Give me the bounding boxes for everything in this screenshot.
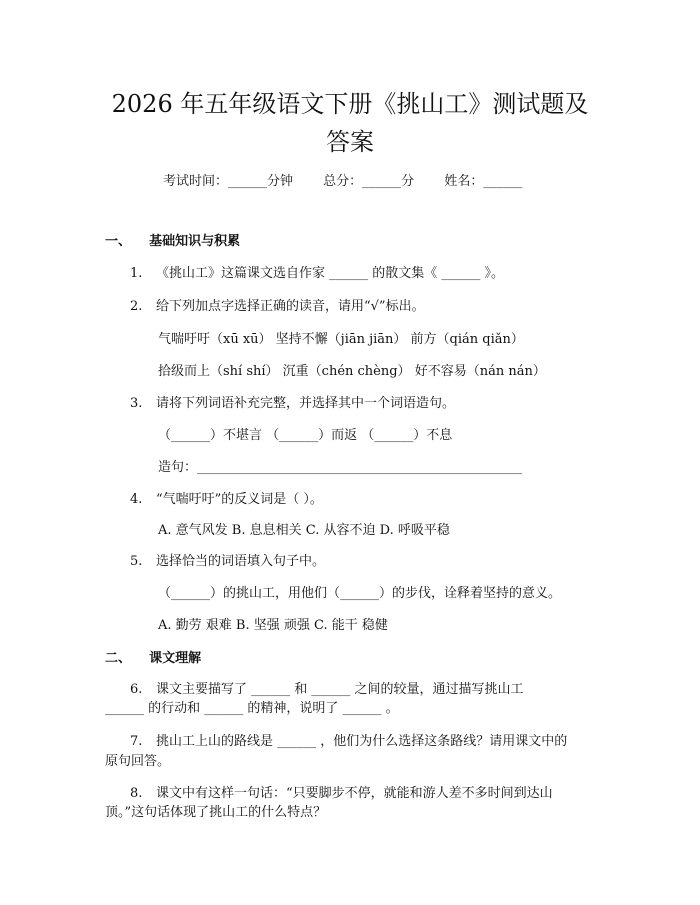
question-8-continued: 顶。”这句话体现了挑山工的什么特点？ — [105, 805, 327, 820]
fill-blank-row: （______）不堪言 （______）而返 （______）不息 — [158, 428, 453, 443]
question-1 — [130, 262, 504, 281]
pinyin-row-1: 气喘吁吁（xū xū） 坚持不懈（jiān jiān） 前方（qián qiǎn） — [158, 332, 524, 347]
section-number: 二、 — [105, 651, 132, 666]
section-heading — [105, 647, 201, 666]
section-title: 课文理解 — [149, 651, 202, 666]
fill-blank-sentence: （______）的挑山工，用他们（______）的步伐，诠释着坚持的意义。 — [158, 586, 562, 601]
question-number: 8. — [130, 786, 143, 801]
question-2 — [130, 295, 425, 314]
page-title-continued: 答案 — [326, 128, 374, 156]
sentence-line: 造句：__________________________________________________ — [158, 460, 523, 475]
question-4 — [130, 488, 323, 507]
question-number: 7. — [130, 734, 143, 749]
question-text: 给下列加点字选择正确的读音，请用“√”标出。 — [156, 299, 425, 314]
question-text: 挑山工上山的路线是 ______ ，他们为什么选择这条路线？请用课文中的 — [156, 734, 568, 749]
question-text: 《挑山工》这篇课文选自作家 ______ 的散文集《 ______ 》。 — [156, 266, 505, 281]
exam-score: 总分：______分 — [323, 174, 415, 189]
question-number: 3. — [130, 396, 143, 411]
question-number: 2. — [130, 299, 143, 314]
question-text: 选择恰当的词语填入句子中。 — [156, 554, 326, 569]
exam-meta — [163, 170, 548, 189]
question-number: 6. — [130, 682, 143, 697]
question-number: 1. — [130, 266, 143, 281]
section-number: 一、 — [105, 234, 132, 249]
question-text: 课文中有这样一句话：“只要脚步不停，就能和游人差不多时间到达山 — [156, 786, 553, 801]
question-7-continued: 原句回答。 — [105, 754, 171, 769]
question-number: 5. — [130, 554, 143, 569]
exam-time: 考试时间：______分钟 — [163, 174, 294, 189]
section-title: 基础知识与积累 — [149, 234, 241, 249]
answer-options: A. 勤劳 艰难 B. 坚强 顽强 C. 能干 稳健 — [158, 618, 388, 633]
exam-name: 姓名：______ — [444, 174, 523, 189]
question-text: 请将下列词语补充完整，并选择其中一个词语造句。 — [156, 396, 456, 411]
question-5 — [130, 550, 325, 569]
question-text: 课文主要描写了 ______ 和 ______ 之间的较量，通过描写挑山工 — [156, 682, 524, 697]
pinyin-row-2: 拾级而上（shí shí） 沉重（chén chèng） 好不容易（nán nán） — [158, 364, 546, 379]
page-title: 2026 年五年级语文下册《挑山工》测试题及 — [111, 90, 589, 118]
question-8 — [130, 782, 553, 801]
question-number: 4. — [130, 492, 143, 507]
section-heading — [105, 230, 240, 249]
question-text: “气喘吁吁”的反义词是（ ）。 — [156, 492, 323, 507]
answer-options: A. 意气风发 B. 息息相关 C. 从容不迫 D. 呼吸平稳 — [158, 523, 450, 538]
question-6 — [130, 678, 524, 697]
question-6-continued: ______ 的行动和 ______ 的精神，说明了 ______ 。 — [105, 701, 399, 716]
question-3 — [130, 392, 455, 411]
question-7 — [130, 730, 567, 749]
